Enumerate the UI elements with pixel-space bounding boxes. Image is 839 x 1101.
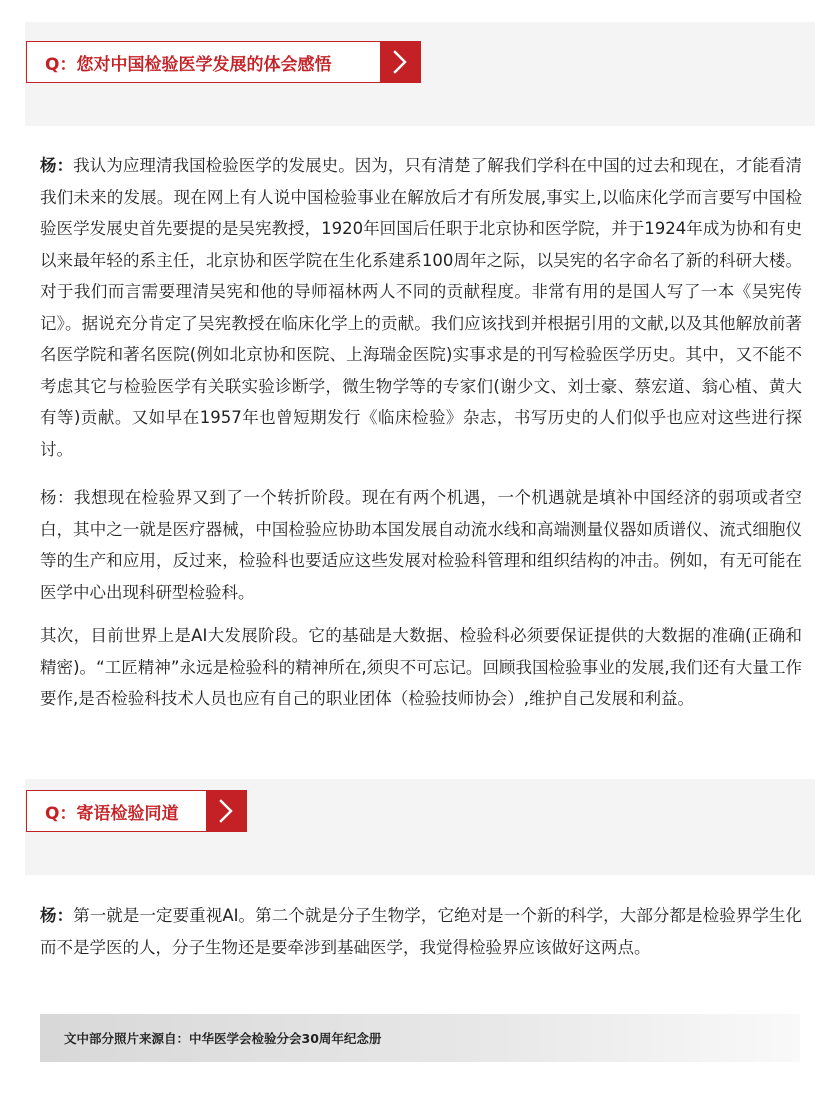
- answer-text-4: 第一就是一定要重视AI。第二个就是分子生物学，它绝对是一个新的科学，大部分都是检验界学生化而不是学医的人，分子生物还是要牵涉到基础医学，我觉得检验界应该做好这两点。: [40, 906, 803, 957]
- speaker-label: 杨：: [40, 156, 74, 175]
- question-header-2: [26, 790, 247, 832]
- answer-paragraph-2: [40, 482, 802, 608]
- answer-paragraph-1: [40, 150, 802, 465]
- answer-paragraph-4: [40, 900, 802, 963]
- answer-text-1: 我认为应理清我国检验医学的发展史。因为，只有清楚了解我们学科在中国的过去和现在，才能看清我们未来的发展。现在网上有人说中国检验事业在解放后才有所发展,事实上,以临床化学而言要写中国检验医学发展史首先要提的是吴宪教授，1920年回国后任职于北京协和医学院，并于1924年成为协和有史以来最年轻的系主任，北京协和医学院在生化系建系100周年之际，以吴宪的名字命名了新的科研大楼。对于我们而言需要理清吴宪和他的导师福林两人不同的贡献程度。非常有用的是国人写了一本《吴宪传记》。据说充分肯定了吴宪教授在临床化学上的贡献。我们应该找到并根据引用的文献,以及其他解放前著名医学院和著名医院(例如北京协和医院、上海瑞金医院)实事求是的刊写检验医学历史。其中，又不能不考虑其它与检验医学有关联实验诊断学，微生物学等的专家们(谢少文、刘士豪、蔡宏道、翁心植、黄大有等)贡献。又如早在1957年也曾短期发行《临床检验》杂志，书写历史的人们似乎也应对这些进行探讨。: [40, 156, 803, 459]
- speaker-label: 杨：: [40, 906, 74, 925]
- answer-text-2: 杨：我想现在检验界又到了一个转折阶段。现在有两个机遇，一个机遇就是填补中国经济的弱项或者空白，其中之一就是医疗器械，中国检验应协助本国发展自动流水线和高端测量仪器如质谱仪、流式细胞仪等的生产和应用，反过来，检验科也要适应这些发展对检验科管理和组织结构的冲击。例如，有无可能在医学中心出现科研型检验科。: [40, 488, 802, 602]
- question-title-1: Q：您对中国检验医学发展的体会感悟: [45, 54, 332, 75]
- answer-text-3: 其次，目前世界上是AI大发展阶段。它的基础是大数据、检验科必须要保证提供的大数据的准确(正确和精密)。“工匠精神”永远是检验科的精神所在,须臾不可忘记。回顾我国检验事业的发展,我们还有大量工作要作,是否检验科技术人员也应有自己的职业团体（检验技师协会）,维护自己发展和利益。: [40, 626, 802, 708]
- question-header-1: [26, 41, 421, 83]
- answer-paragraph-3: [40, 620, 802, 715]
- question-title-2: Q：寄语检验同道: [45, 803, 179, 824]
- chevron-right-icon: [206, 791, 246, 831]
- photo-credit-text: 文中部分照片来源自：中华医学会检验分会30周年纪念册: [64, 1031, 382, 1046]
- chevron-right-icon: [380, 42, 420, 82]
- photo-credit-bar: [40, 1014, 800, 1062]
